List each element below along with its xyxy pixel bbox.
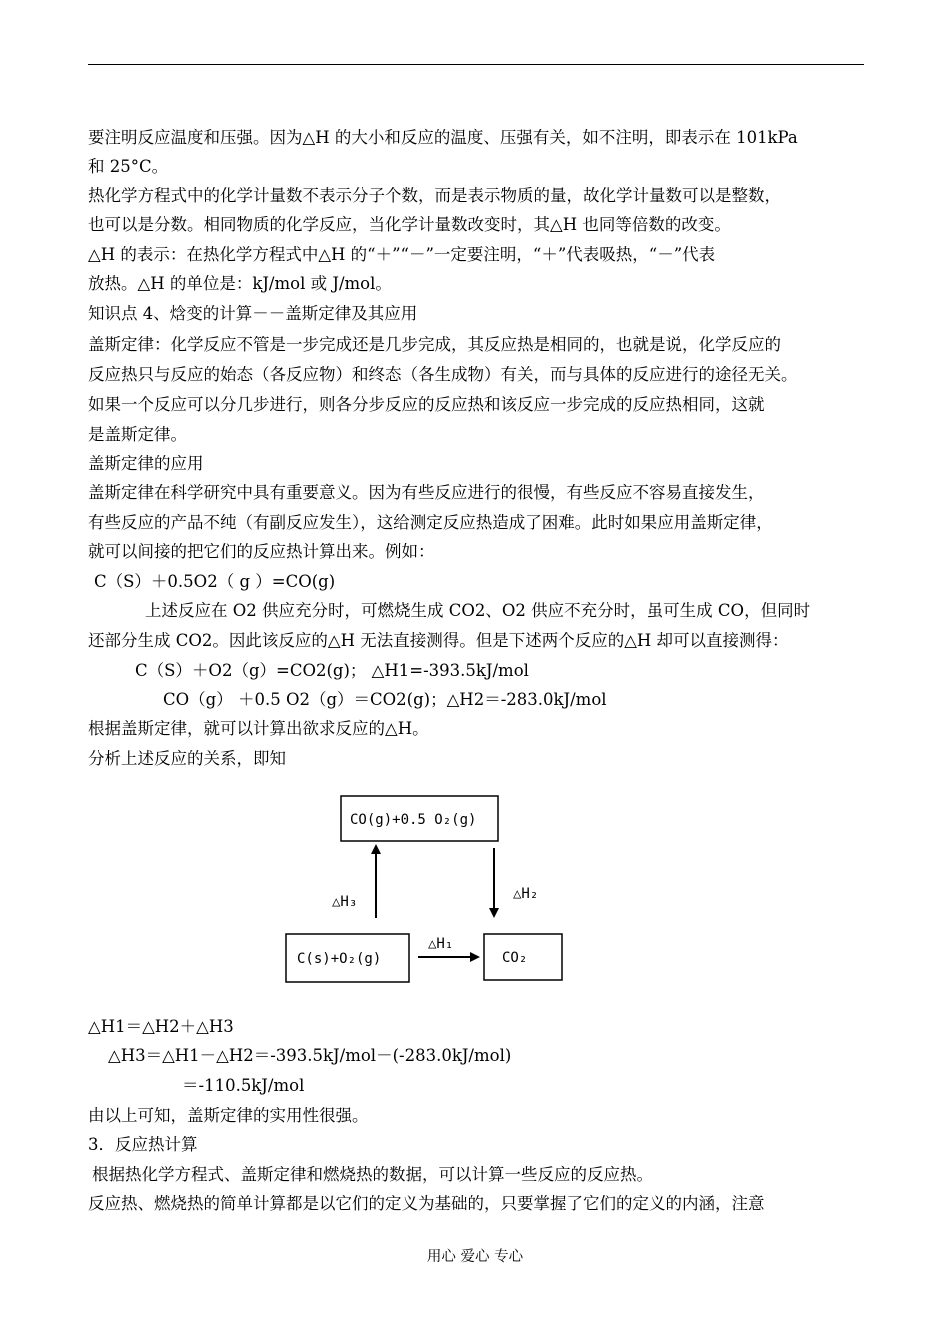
text-line: 如果一个反应可以分几步进行，则各分步反应的反应热和该反应一步完成的反应热相同，这就 (88, 395, 765, 414)
equation-line: C（S）＋O2（g）=CO2(g)； △H1=-393.5kJ/mol (135, 661, 529, 680)
text-line: △H 的表示：在热化学方程式中△H 的“＋”“－”一定要注明，“＋”代表吸热，“－”代表 (88, 245, 716, 264)
text-line: 盖斯定律：化学反应不管是一步完成还是几步完成，其反应热是相同的，也就是说，化学反应的 (88, 335, 781, 354)
text-line: 热化学方程式中的化学计量数不表示分子个数，而是表示物质的量，故化学计量数可以是整数， (88, 186, 781, 205)
label-dh1: △H₁ (428, 936, 454, 952)
equation-line: CO（g） ＋0.5 O2（g）＝CO2(g)；△H2＝-283.0kJ/mol (163, 690, 607, 709)
text-line: 由以上可知，盖斯定律的实用性很强。 (88, 1106, 369, 1125)
text-line: 根据热化学方程式、盖斯定律和燃烧热的数据，可以计算一些反应的反应热。 (92, 1165, 653, 1184)
equation-line: ＝-110.5kJ/mol (182, 1076, 305, 1095)
text-line: 还部分生成 CO2。因此该反应的△H 无法直接测得。但是下述两个反应的△H 却可以直接测得： (88, 631, 789, 650)
header-rule (88, 64, 864, 65)
text-line: 要注明反应温度和压强。因为△H 的大小和反应的温度、压强有关，如不注明，即表示在 101kPa (88, 128, 798, 147)
box-co-o2-label: CO(g)+0.5 O₂(g) (350, 812, 477, 828)
label-dh2: △H₂ (513, 886, 539, 902)
text-line: 和 25°C。 (88, 157, 169, 176)
section-heading: 知识点 4、焓变的计算－－盖斯定律及其应用 (88, 304, 418, 323)
text-line: 放热。△H 的单位是：kJ/mol 或 J/mol。 (88, 274, 392, 293)
text-line: 反应热只与反应的始态（各反应物）和终态（各生成物）有关，而与具体的反应进行的途径无关。 (88, 365, 798, 384)
text-line: 有些反应的产品不纯（有副反应发生），这给测定反应热造成了困难。此时如果应用盖斯定律， (88, 513, 773, 532)
text-line: 反应热、燃烧热的简单计算都是以它们的定义为基础的，只要掌握了它们的定义的内涵，注意 (88, 1194, 765, 1213)
text-line: 根据盖斯定律，就可以计算出欲求反应的△H。 (88, 719, 429, 738)
equation-line: △H3＝△H1－△H2＝-393.5kJ/mol－(-283.0kJ/mol) (108, 1046, 512, 1065)
label-dh3: △H₃ (332, 894, 358, 910)
page-footer: 用心 爱心 专心 (426, 1249, 524, 1265)
box-c-o2-label: C(s)+O₂(g) (297, 951, 382, 967)
text-line: 上述反应在 O2 供应充分时，可燃烧生成 CO2、O2 供应不充分时，虽可生成 CO，但同时 (145, 601, 811, 620)
equation-line: △H1＝△H2＋△H3 (88, 1017, 234, 1036)
text-line: 是盖斯定律。 (88, 425, 187, 444)
section-heading: 盖斯定律的应用 (88, 454, 204, 473)
text-line: 盖斯定律在科学研究中具有重要意义。因为有些反应进行的很慢，有些反应不容易直接发生， (88, 483, 765, 502)
text-line: 也可以是分数。相同物质的化学反应，当化学计量数改变时，其△H 也同等倍数的改变。 (88, 215, 731, 234)
box-co2-label: CO₂ (502, 950, 528, 966)
hess-cycle-diagram (280, 785, 580, 995)
text-line: 就可以间接的把它们的反应热计算出来。例如： (88, 542, 435, 561)
text-line: 分析上述反应的关系，即知 (88, 749, 286, 768)
equation-line: C（S）＋0.5O2（ g ）=CO(g) (94, 572, 336, 591)
section-heading: 3．反应热计算 (88, 1135, 198, 1154)
